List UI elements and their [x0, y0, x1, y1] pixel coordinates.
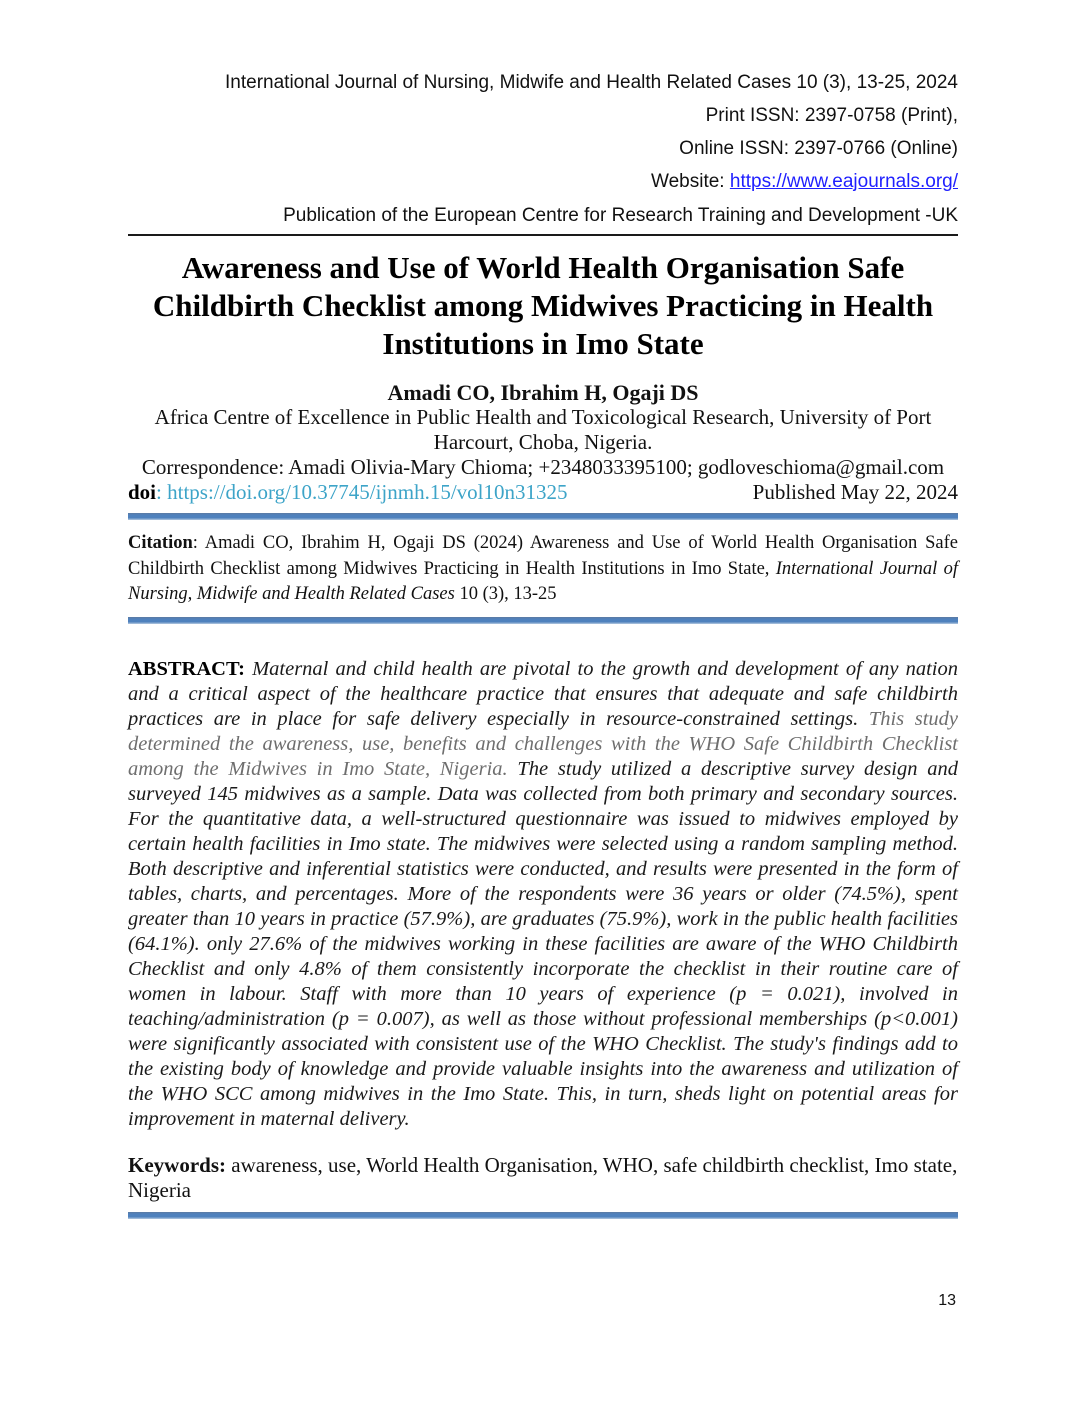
abstract-text-gray: This study determined the awareness, use, benefits and challenges with the WHO Safe Childbirth Checklist among the Midwives in Imo State, Nigeria. [128, 707, 958, 780]
published-date: Published May 22, 2024 [752, 480, 958, 504]
keywords-label: Keywords: [128, 1152, 226, 1177]
citation-block [128, 531, 958, 608]
divider-bar-bottom [128, 1212, 958, 1219]
citation-text-2: 10 (3), 13-25 [454, 584, 557, 604]
website-label: Website: [651, 171, 730, 192]
abstract-block [128, 657, 958, 1132]
doi-group [128, 480, 568, 505]
keywords-block [128, 1153, 958, 1203]
abstract-label: ABSTRACT: [128, 657, 245, 680]
doi-separator: : [156, 480, 168, 504]
keywords-text: awareness, use, World Health Organisation, WHO, safe childbirth checklist, Imo state, Nigeria [128, 1152, 958, 1202]
page-number: 13 [938, 1292, 956, 1309]
authors-line: Amadi CO, Ibrahim H, Ogaji DS [387, 380, 699, 405]
divider-bar-top [128, 513, 958, 520]
correspondence-line: Correspondence: Amadi Olivia-Mary Chioma; +2348033395100; godloveschioma@gmail.com [141, 455, 945, 479]
journal-name-line: International Journal of Nursing, Midwife and Health Related Cases 10 (3), 13-25, 2024 [225, 72, 958, 93]
website-line [128, 165, 958, 198]
doi-row [128, 480, 958, 505]
print-issn-line: Print ISSN: 2397-0758 (Print), [705, 105, 958, 126]
abstract-text-2: The study utilized a descriptive survey design and surveyed 145 midwives as a sample. Data was collected from both primary and secondary sources. For the quantitative data, a well-structured questionnaire was issued to midwives employed by certain health facilities in Imo state. The midwives were selected using a random sampling method. Both descriptive and inferential statistics were conducted, and results were presented in the form of tables, charts, and percentages. More of the respondents were 36 years or older (74.5%), spent greater than 10 years in practice (57.9%), are graduates (75.9%), work in the public health facilities (64.1%). only 27.6% of the midwives working in these facilities are aware of the WHO Childbirth Checklist and only 4.8% of them consistently incorporate the checklist in their routine care of women in labour. Staff with more than 10 years of experience (p = 0.021), involved in teaching/administration (p = 0.007), as well as those without professional memberships (p<0.001) were significantly associated with consistent use of the WHO Checklist. The study's findings add to the existing body of knowledge and provide valuable insights into the awareness and utilization of the WHO SCC among midwives in the Imo State. This, in turn, sheds light on potential areas for improvement in maternal delivery. [128, 757, 958, 1130]
divider-bar-citation [128, 617, 958, 624]
publication-line: Publication of the European Centre for Research Training and Development -UK [128, 199, 958, 236]
abstract-text-1: Maternal and child health are pivotal to the growth and development of any nation and a critical aspect of the healthcare practice that ensures that adequate and safe childbirth practices are in place for safe delivery especially in resource-constrained settings. [128, 657, 958, 730]
doi-link[interactable]: https://doi.org/10.37745/ijnmh.15/vol10n31325 [167, 480, 568, 504]
citation-journal-name: International Journal of Nursing, Midwife and Health Related Cases [128, 558, 959, 604]
online-issn-line: Online ISSN: 2397-0766 (Online) [679, 138, 958, 159]
citation-text-1: : Amadi CO, Ibrahim H, Ogaji DS (2024) Awareness and Use of World Health Organisation Safe Childbirth Checklist among Midwives Practicing in Health Institutions in Imo State, [128, 533, 958, 579]
website-link[interactable]: https://www.eajournals.org/ [729, 171, 958, 192]
citation-label: Citation [128, 533, 193, 553]
affiliation-line: Africa Centre of Excellence in Public Health and Toxicological Research, University of Port Harcourt, Choba, Nigeria. [154, 405, 932, 454]
journal-header [128, 66, 958, 236]
article-title: Awareness and Use of World Health Organisation Safe Childbirth Checklist among Midwives Practicing in Health Institutions in Imo State [152, 250, 934, 361]
doi-label: doi [128, 480, 157, 504]
